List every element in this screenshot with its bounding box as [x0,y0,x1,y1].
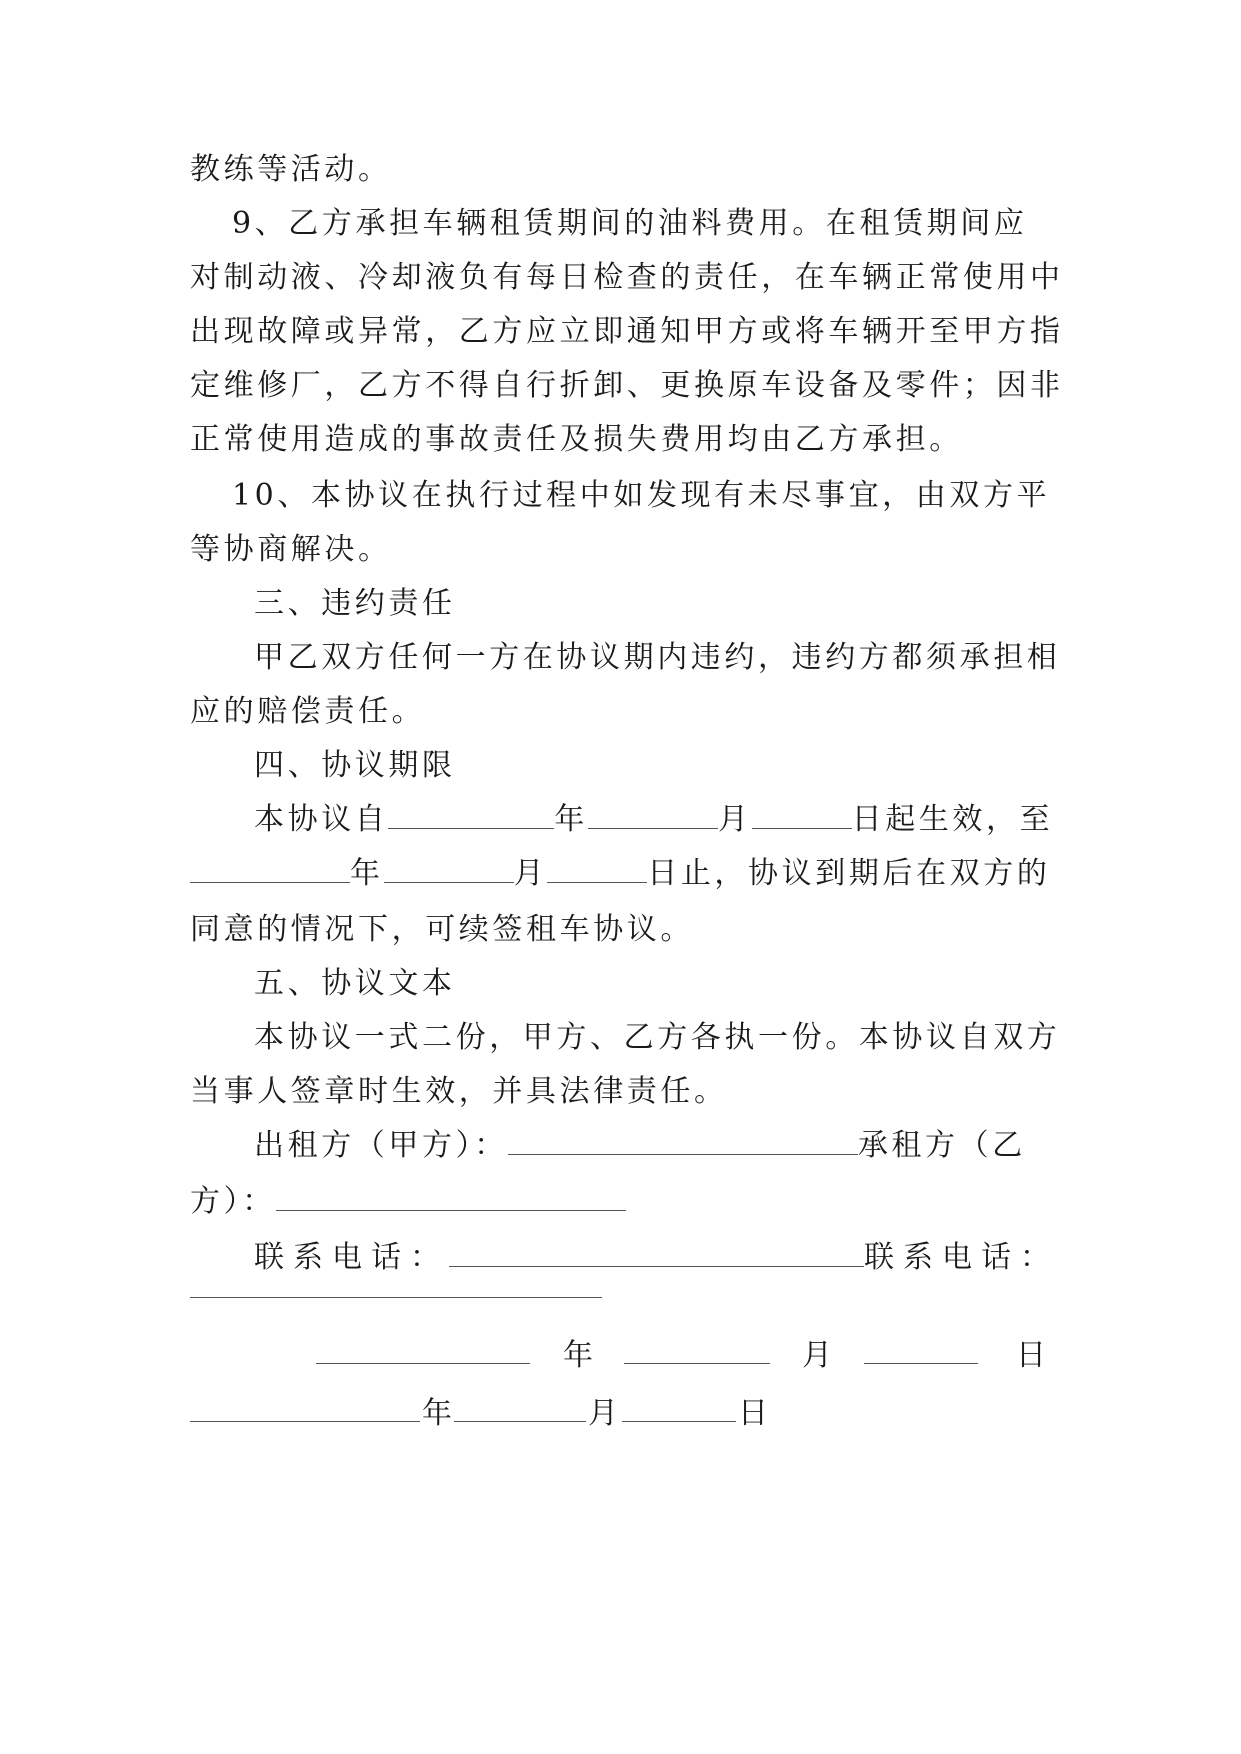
lessee-phone-blank[interactable] [190,1296,602,1298]
paragraph-line: 等协商解决。 [190,532,392,567]
lessor-signature-line [254,1126,1026,1166]
day-label: 日起生效，至 [851,802,1054,837]
section-heading-breach: 三、违约责任 [254,586,456,621]
lessee-label-cont: 方）： [190,1184,276,1219]
day-label: 日止，协议到期后在双方的 [647,856,1051,891]
clause-9: 9、乙方承担车辆租赁期间的油料费用。在租赁期间应 [232,206,1028,241]
paragraph-line: 当事人签章时生效，并具法律责任。 [190,1074,728,1109]
paragraph-line: 定维修厂，乙方不得自行折卸、更换原车设备及零件；因非 [190,368,1064,403]
paragraph-line: 甲乙双方任何一方在协议期内违约，违约方都须承担相 [254,640,1061,675]
lessor-phone-blank[interactable] [449,1238,864,1267]
lessor-phone-label: 联系电话： [254,1240,449,1275]
section-heading-text: 五、协议文本 [254,966,456,1001]
paragraph-line: 同意的情况下，可续签租车协议。 [190,912,694,947]
section-heading-term: 四、协议期限 [254,748,456,783]
paragraph-line: 教练等活动。 [190,152,392,187]
lessor-date-month-blank[interactable] [624,1362,770,1364]
paragraph-line: 出现故障或异常，乙方应立即通知甲方或将车辆开至甲方指 [190,314,1064,349]
lessee-phone-label: 联系电话： [864,1240,1059,1275]
paragraph-line: 对制动液、冷却液负有每日检查的责任，在车辆正常使用中 [190,260,1064,295]
year-label: 年 [350,856,384,891]
lessee-label: 承租方（乙 [857,1128,1026,1163]
lessee-date-day-blank[interactable] [622,1420,736,1422]
date1-year-label: 年 [563,1338,597,1373]
start-day-blank[interactable] [752,800,852,829]
clause-10: 10、本协议在执行过程中如发现有未尽事宜，由双方平 [232,478,1051,513]
end-year-blank[interactable] [190,854,350,883]
date2-day-label: 日 [738,1396,772,1431]
lessor-label: 出租方（甲方）： [254,1128,508,1163]
end-month-blank[interactable] [384,854,514,883]
lessor-date-year-blank[interactable] [316,1362,530,1364]
date1-day-label: 日 [1016,1338,1050,1373]
year-label: 年 [554,802,589,837]
term-line-1 [254,800,1053,840]
term-start-label: 本协议自 [254,802,389,837]
lessor-signature-blank[interactable] [508,1126,858,1155]
lessee-signature-blank[interactable] [276,1182,626,1211]
phone-line [254,1238,1059,1278]
end-day-blank[interactable] [547,854,647,883]
start-year-blank[interactable] [388,800,554,829]
month-label: 月 [718,802,752,837]
date2-year-label: 年 [422,1396,456,1431]
lessee-date-year-blank[interactable] [190,1420,420,1422]
month-label: 月 [513,856,548,891]
paragraph-line: 正常使用造成的事故责任及损失费用均由乙方承担。 [190,422,963,457]
lessor-date-day-blank[interactable] [864,1362,978,1364]
date2-month-label: 月 [588,1396,622,1431]
lessee-signature-line [190,1182,626,1222]
paragraph-line: 本协议一式二份，甲方、乙方各执一份。本协议自双方 [254,1020,1061,1055]
date1-month-label: 月 [802,1338,836,1373]
start-month-blank[interactable] [588,800,718,829]
paragraph-line: 应的赔偿责任。 [190,694,426,729]
term-line-2 [190,854,1050,894]
lessee-date-month-blank[interactable] [454,1420,586,1422]
